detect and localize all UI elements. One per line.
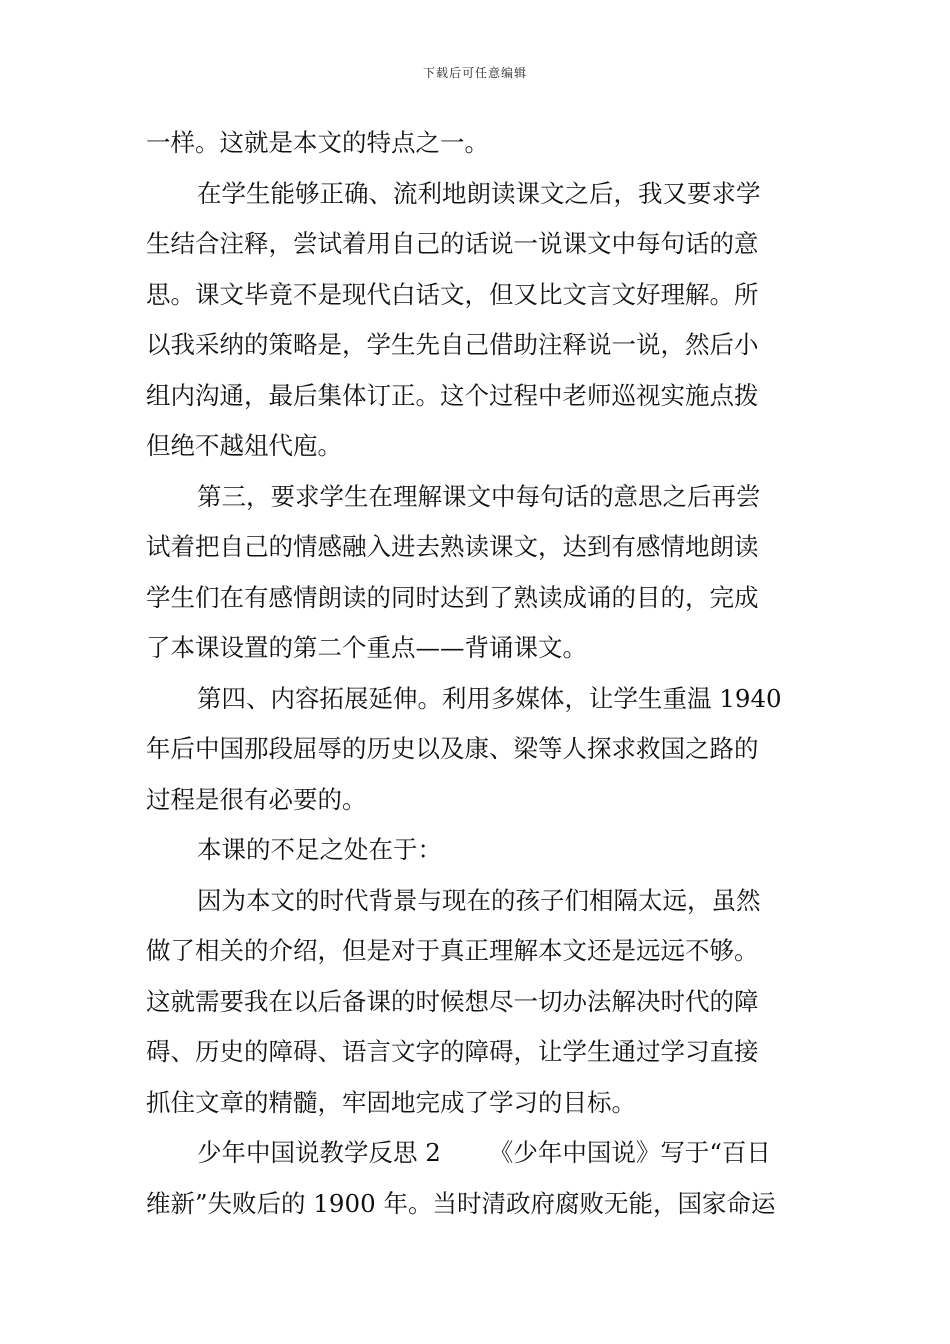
paragraph-first-line: 在学生能够正确、流利地朗读课文之后，我又要求学 (197, 178, 761, 208)
paragraph-first-line: 因为本文的时代背景与现在的孩子们相隔太远，虽然 (197, 885, 761, 915)
text-line: 维新”失败后的 1900 年。当时清政府腐败无能，国家命运 (146, 1188, 776, 1218)
text-line: 年后中国那段屈辱的历史以及康、梁等人探求救国之路的 (146, 734, 759, 763)
text-line: 组内沟通，最后集体订正。这个过程中老师巡视实施点拨 (146, 380, 759, 410)
text-line: 思。课文毕竟不是现代白话文，但又比文言文好理解。所 (146, 279, 759, 309)
section-text: 《少年中国说》写于“百日 (488, 1138, 771, 1167)
text-line: 学生们在有感情朗读的同时达到了熟读成诵的目的，完成 (146, 582, 759, 612)
text-line: 碍、历史的障碍、语言文字的障碍，让学生通过学习直接 (146, 1037, 759, 1066)
text-line: 生结合注释，尝试着用自己的话说一说课文中每句话的意 (146, 229, 759, 258)
text-line: 但绝不越俎代庖。 (146, 431, 342, 460)
page-header-note: 下载后可任意编辑 (422, 66, 527, 80)
text-line: 过程是很有必要的。 (146, 784, 367, 814)
paragraph-first-line: 第四、内容拓展延伸。利用多媒体，让学生重温 1940 (197, 683, 782, 713)
text-line: 试着把自己的情感融入进去熟读课文，达到有感情地朗读 (146, 532, 759, 561)
text-line: 了本课设置的第二个重点——背诵课文。 (146, 633, 587, 662)
document-body (146, 118, 808, 1229)
text-line: 以我采纳的策略是，学生先自己借助注释说一说，然后小 (146, 330, 759, 359)
text-line: 一样。这就是本文的特点之一。 (146, 128, 489, 157)
text-line: 做了相关的介绍，但是对于真正理解本文还是远远不够。 (146, 936, 759, 965)
paragraph-first-line: 第三，要求学生在理解课文中每句话的意思之后再尝 (197, 481, 761, 511)
text-line: 抓住文章的精髓，牢固地完成了学习的目标。 (146, 1087, 636, 1117)
section-title-line (146, 1128, 808, 1179)
paragraph-first-line: 本课的不足之处在于： (197, 835, 442, 864)
text-line: 这就需要我在以后备课的时候想尽一切办法解决时代的障 (146, 986, 759, 1016)
section-title: 少年中国说教学反思 2 (197, 1138, 441, 1167)
